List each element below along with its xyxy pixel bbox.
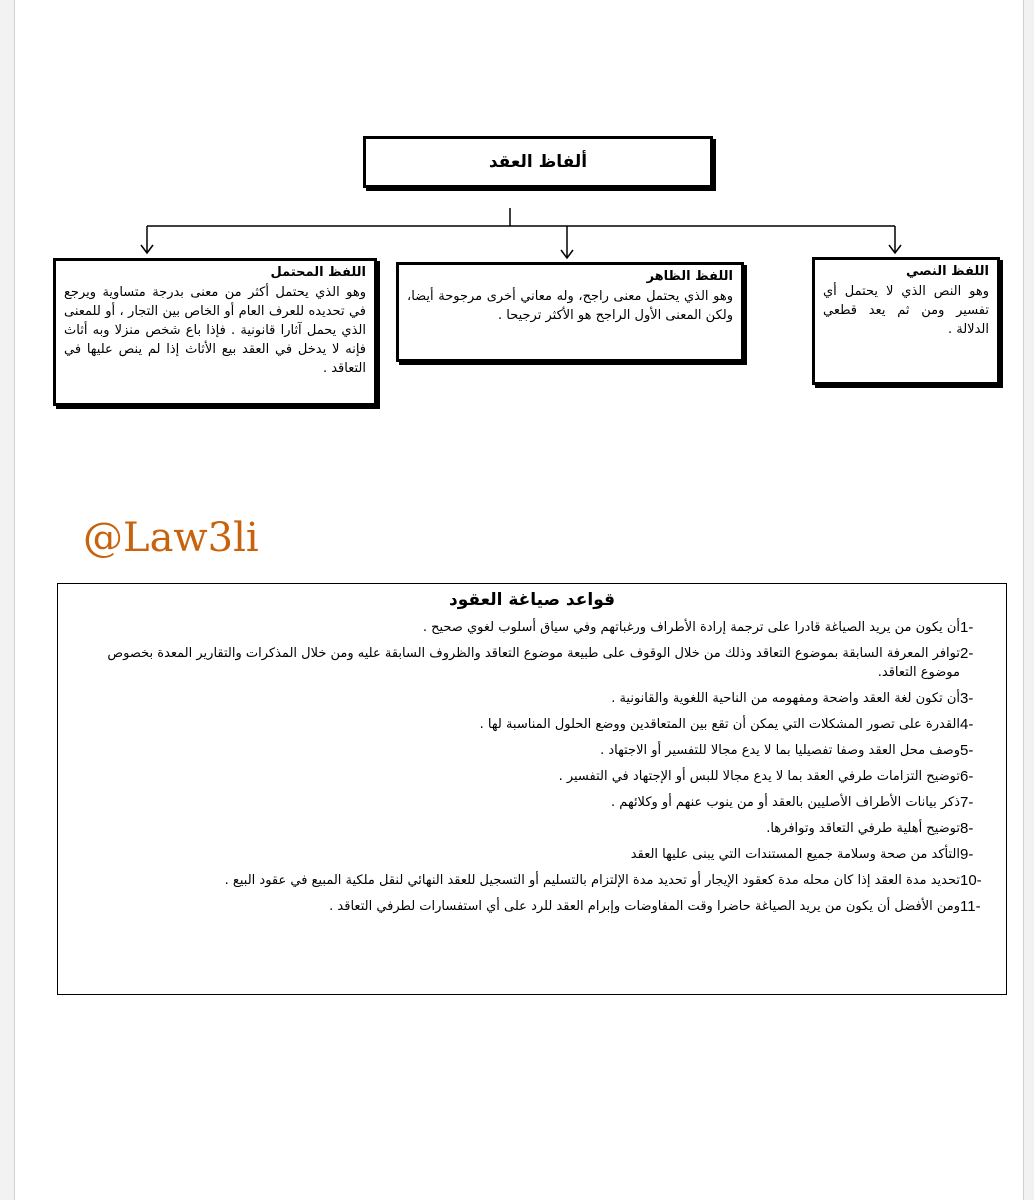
- rule-text: وصف محل العقد وصفا تفصيليا بما لا يدع مجالا للتفسير أو الاجتهاد .: [600, 743, 960, 758]
- rule-text: ومن الأفضل أن يكون من يريد الصياغة حاضرا وقت المفاوضات وإبرام العقد للرد على أي استفسارات لطرفي التعاقد .: [329, 899, 960, 914]
- list-item: [72, 819, 992, 838]
- list-item: [72, 741, 992, 760]
- rule-number: 3-: [960, 690, 974, 707]
- rule-number: 6-: [960, 768, 974, 785]
- list-item: [72, 793, 992, 812]
- rule-text: تحديد مدة العقد إذا كان محله مدة كعقود الإيجار أو تحديد مدة الإلتزام بالتسليم أو التسجيل للعقد النهائي لنقل ملكية المبيع في عقود البيع .: [224, 873, 960, 888]
- rule-text: أن يكون من يريد الصياغة قادرا على ترجمة إرادة الأطراف ورغباتهم وفي سياق أسلوب لغوي صحيح .: [422, 620, 960, 635]
- node-text: وهو النص الذي لا يحتمل أي تفسير ومن ثم يعد قطعي الدلالة .: [823, 284, 989, 337]
- document-page: [14, 0, 1024, 1200]
- diagram-title: ألفاظ العقد: [488, 152, 588, 172]
- rule-number: 8-: [960, 820, 974, 837]
- rules-title: قواعد صياغة العقود: [449, 590, 615, 610]
- node-probable-term: [53, 258, 377, 406]
- list-item: [72, 871, 992, 890]
- node-text: وهو الذي يحتمل معنى راجح، وله معاني أخرى مرجوحة أيضا، ولكن المعنى الأول الراجح هو الأكثر ترجيحا .: [407, 289, 733, 323]
- list-item: [72, 618, 992, 637]
- node-title: اللفظ الظاهر: [646, 269, 733, 284]
- rule-text: توضيح التزامات طرفي العقد بما لا يدع مجالا للبس أو الإجتهاد في التفسير .: [558, 769, 960, 784]
- rule-text: التأكد من صحة وسلامة جميع المستندات التي يبنى عليها العقد: [630, 847, 960, 862]
- list-item: [72, 644, 992, 682]
- watermark-handle: @Law3li: [83, 515, 259, 561]
- rule-text: أن تكون لغة العقد واضحة ومفهومه من الناحية اللغوية والقانونية .: [611, 691, 960, 706]
- node-text: وهو الذي يحتمل أكثر من معنى بدرجة متساوية ويرجع في تحديده للعرف العام أو الخاص بين التجار ، أو للمعنى الذي يحمل آثارا قانونية . فإذا باع شخص منزلا وبه أثاث فإنه لا يدخل في العقد بيع الأثاث إذا لم ينص عليها في التعاقد .: [64, 285, 366, 376]
- list-item: [72, 689, 992, 708]
- rules-box: [57, 583, 1007, 995]
- rule-number: 7-: [960, 794, 974, 811]
- rule-number: 11-: [960, 898, 981, 915]
- diagram-title-box: [363, 136, 713, 188]
- rule-number: 4-: [960, 716, 974, 733]
- rule-number: 9-: [960, 846, 974, 863]
- node-textual-term: [812, 257, 1000, 385]
- node-title: اللفظ المحتمل: [270, 265, 366, 280]
- rules-list: [72, 618, 992, 916]
- rule-number: 5-: [960, 742, 974, 759]
- list-item: [72, 897, 992, 916]
- list-item: [72, 715, 992, 734]
- rule-text: توافر المعرفة السابقة بموضوع التعاقد وذلك من خلال الوقوف على طبيعة موضوع التعاقد والظروف السابقة عليه ومن خلال المذكرات والتقارير المعدة بخصوص موضوع التعاقد.: [107, 646, 960, 680]
- rule-number: 2-: [960, 645, 974, 662]
- list-item: [72, 845, 992, 864]
- node-apparent-term: [396, 262, 744, 362]
- node-title: اللفظ النصي: [905, 264, 989, 279]
- list-item: [72, 767, 992, 786]
- rule-text: ذكر بيانات الأطراف الأصليين بالعقد أو من ينوب عنهم أو وكلائهم .: [611, 795, 960, 810]
- rule-number: 1-: [960, 619, 974, 636]
- rule-text: القدرة على تصور المشكلات التي يمكن أن تقع بين المتعاقدين ووضع الحلول المناسبة لها .: [479, 717, 960, 732]
- rule-text: توضيح أهلية طرفي التعاقد وتوافرها.: [766, 821, 960, 836]
- rule-number: 10-: [960, 872, 982, 889]
